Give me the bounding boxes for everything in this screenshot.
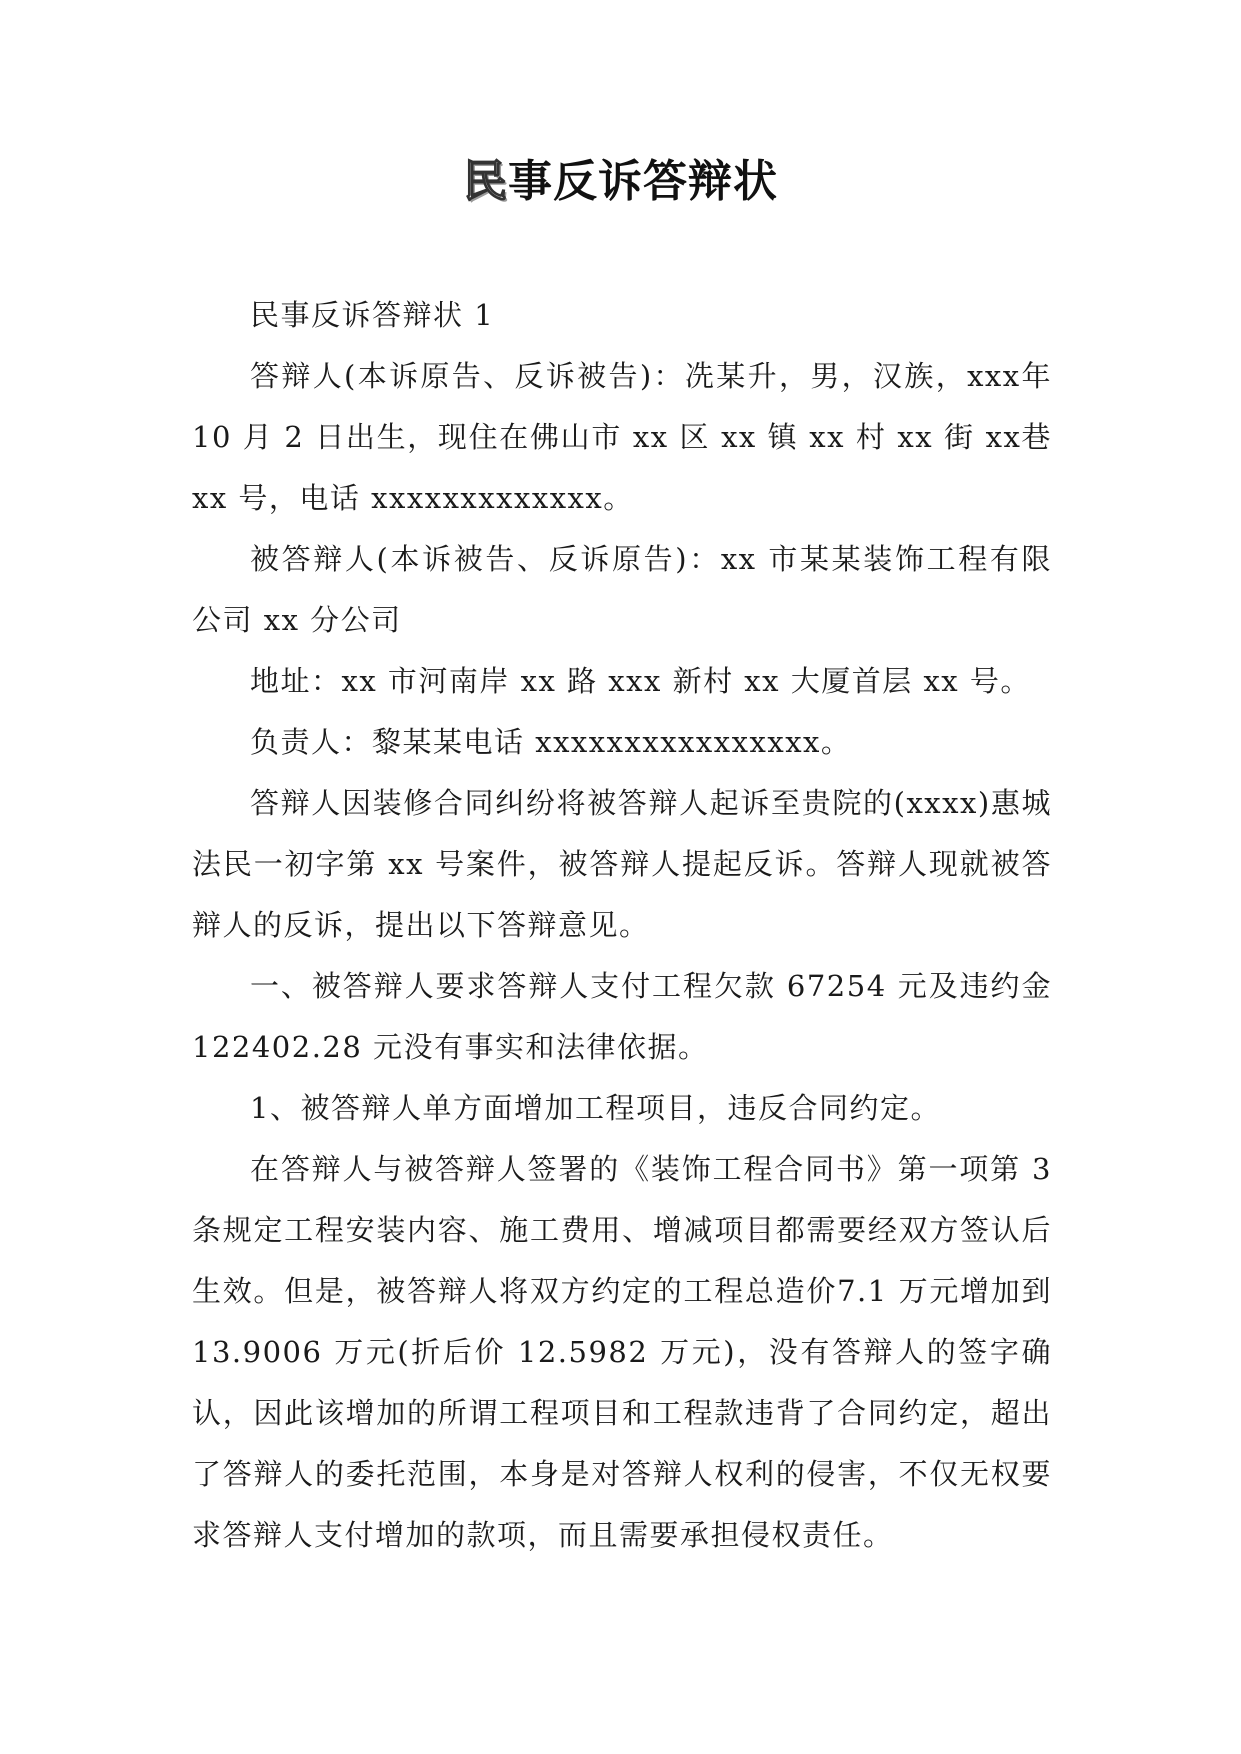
- title-rest: 事反诉答辩状: [508, 156, 778, 207]
- paragraph-section-one: 一、被答辩人要求答辩人支付工程欠款 67254 元及违约金 122402.28 元没有事实和法律依据。: [192, 969, 1052, 1064]
- document-title: [0, 152, 1241, 212]
- paragraph-contract-argument: 在答辩人与被答辩人签署的《装饰工程合同书》第一项第 3 条规定工程安装内容、施工费用、增减项目都需要经双方签认后生效。但是，被答辩人将双方约定的工程总造价7.1 万元增加到 13.9006 万元(折后价 12.5982 万元)，没有答辩人的签字确认，因此该增加的所谓工程项目和工程款违背了合同约定，超出了答辩人的委托范围，本身是对答辩人权利的侵害，不仅无权要求答辩人支付增加的款项，而且需要承担侵权责任。: [192, 1152, 1052, 1552]
- paragraph-point-one: 1、被答辩人单方面增加工程项目，违反合同约定。: [250, 1091, 941, 1125]
- paragraph-case-intro: 答辩人因装修合同纠纷将被答辩人起诉至贵院的(xxxx)惠城法民一初字第 xx 号案件，被答辩人提起反诉。答辩人现就被答辩人的反诉，提出以下答辩意见。: [192, 786, 1052, 942]
- paragraph-respondent: 答辩人(本诉原告、反诉被告)：冼某升，男，汉族，xxx年 10 月 2 日出生，现住在佛山市 xx 区 xx 镇 xx 村 xx 街 xx巷 xx 号，电话 xxxxxxxxxxxxx。: [192, 359, 1052, 515]
- document-body: [192, 285, 1052, 1566]
- document-subtitle: 民事反诉答辩状 1: [250, 298, 495, 332]
- paragraph-person-in-charge: 负责人：黎某某电话 xxxxxxxxxxxxxxxx。: [250, 725, 852, 759]
- paragraph-counter-party: 被答辩人(本诉被告、反诉原告)：xx 市某某装饰工程有限公司 xx 分公司: [192, 542, 1052, 637]
- title-first-char: 民: [463, 156, 508, 207]
- paragraph-address: 地址：xx 市河南岸 xx 路 xxx 新村 xx 大厦首层 xx 号。: [250, 664, 1031, 698]
